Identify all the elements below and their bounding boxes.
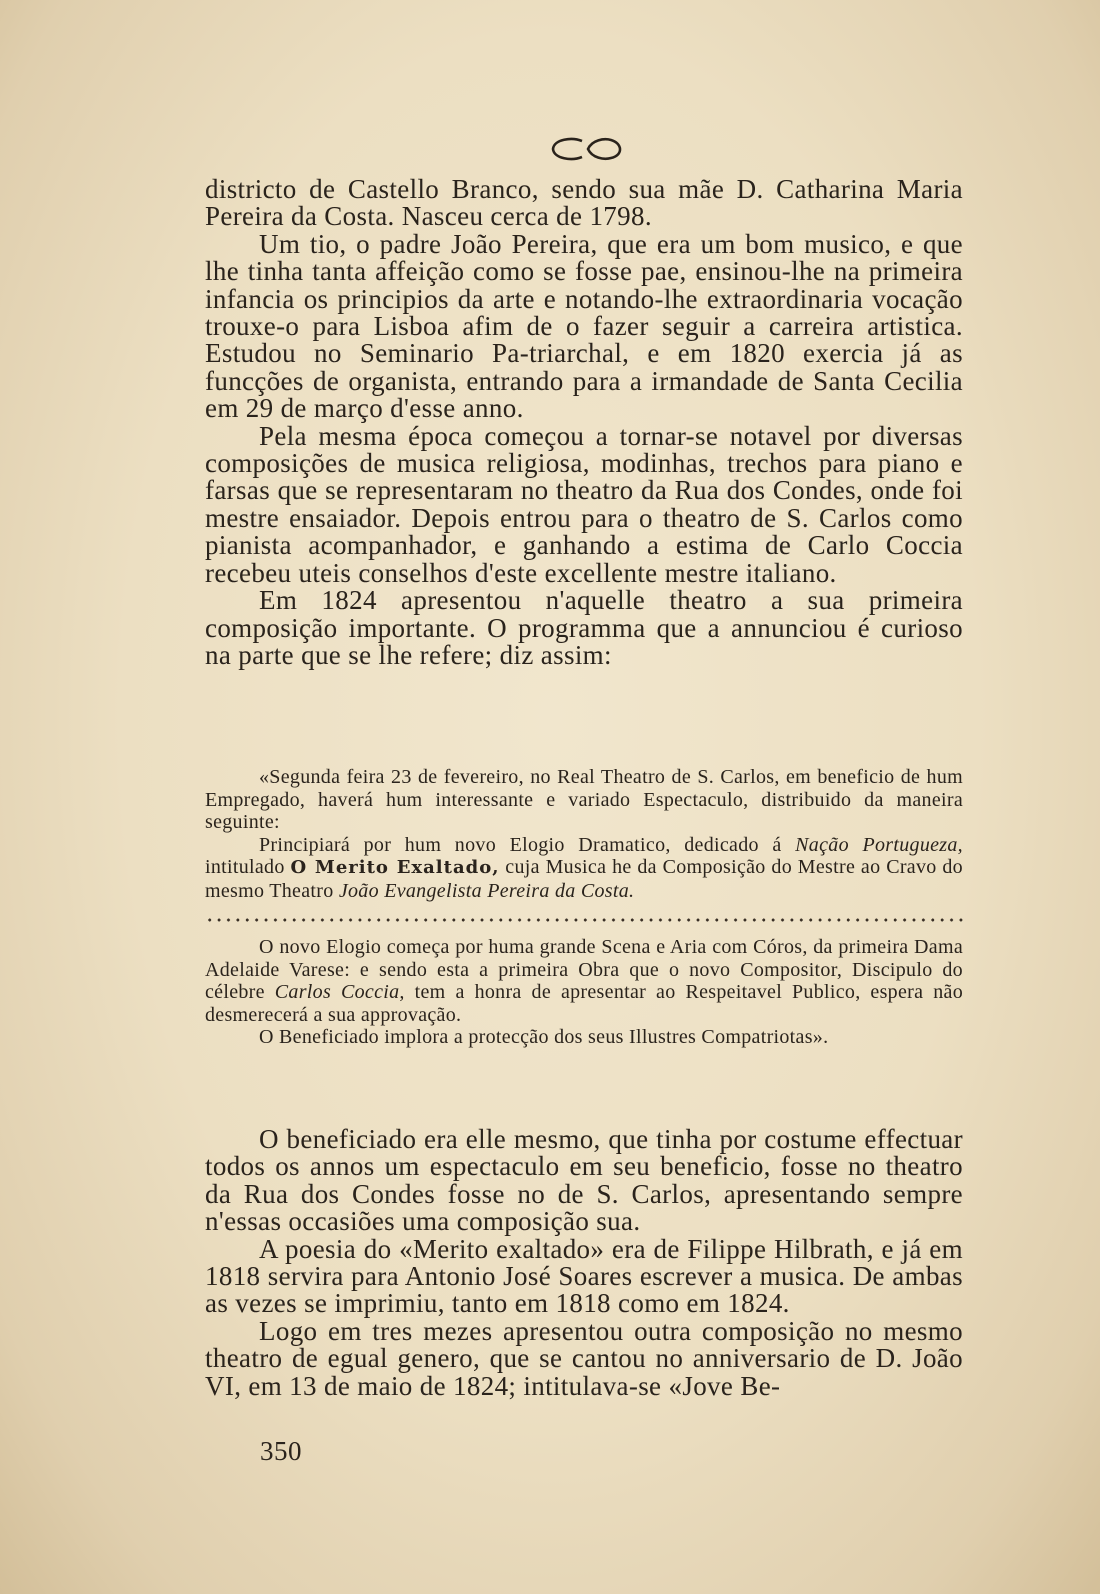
paragraph: Em 1824 apresentou n'aquelle theatro a sua primeira composição importante. O programma que a annunciou é curioso na parte que se lhe refere; diz assim: xyxy=(205,585,963,670)
quote-text: cuja Musica he da Composição do Mestre ao Cravo do mesmo Theatro xyxy=(205,856,963,902)
quoted-programme xyxy=(205,766,963,903)
quote-text: O novo Elogio começa por huma grande Scena e Aria com Córos, da primeira Dama Adelaide Varese: e sendo esta a primeira Obra que o novo Compositor, Discipulo do célebre xyxy=(205,936,963,1004)
quote-text: tem a honra de apresentar ao Respeitavel Publico, espera não desmerecerá a sua approvação. xyxy=(205,981,963,1026)
paragraph: districto de Castello Branco, sendo sua mãe D. Catharina Maria Pereira da Costa. Nasceu cerca de 1798. xyxy=(205,174,963,232)
quote-text: intitulado xyxy=(205,856,291,879)
quote-italic: João Evangelista Pereira da Costa. xyxy=(338,879,635,902)
quote-italic: Carlos Coccia, xyxy=(274,981,405,1004)
quote-paragraph: O Beneficiado implora a protecção dos seus Illustres Compatriotas». xyxy=(259,1026,829,1049)
paragraph: Pela mesma época começou a tornar-se notavel por diversas composições de musica religiosa, modinhas, trechos para piano e farsas que se representaram no theatro da Rua dos Condes, onde foi mestre ensaiador. Depois entrou para o theatro de S. Carlos como pianista acompanhador, e ganhando a estima de Carlo Coccia recebeu uteis conselhos d'este excellente mestre italiano. xyxy=(205,420,963,588)
quoted-programme-continued xyxy=(205,936,963,1049)
paragraph: Um tio, o padre João Pereira, que era um bom musico, e que lhe tinha tanta affeição como se fosse pae, ensinou-lhe na primeira infancia os principios da arte e notando-lhe extraordinaria vocação trouxe-o para Lisboa afim de o fazer seguir a carreira artistica. Estudou no Seminario Pa-triarchal, e em 1820 exercia já as funcções de organista, entrando para a irmandade de Santa Cecilia em 29 de março d'esse anno. xyxy=(205,228,963,424)
main-text-bottom xyxy=(205,1126,963,1400)
quote-paragraph xyxy=(205,936,963,1026)
quote-paragraph xyxy=(205,834,963,903)
work-title: O Merito Exaltado, xyxy=(290,857,500,879)
paragraph: O beneficiado era elle mesmo, que tinha por costume effectuar todos os annos um espectaculo em seu beneficio, fosse no theatro da Rua dos Condes fosse no de S. Carlos, apresentando sempre n'essas occasiões uma composição sua. xyxy=(205,1124,963,1237)
quote-paragraph: «Segunda feira 23 de fevereiro, no Real Theatro de S. Carlos, em beneficio de hum Empregado, haverá hum interessante e variado Espectaculo, distribuido da maneira seguinte: xyxy=(205,766,963,834)
page-number: 350 xyxy=(260,1436,302,1466)
quote-text: Principiará por hum novo Elogio Dramatico, dedicado á xyxy=(259,833,796,856)
decorative-ornament-icon xyxy=(548,136,628,162)
main-text-top xyxy=(205,176,963,669)
dotted-separator xyxy=(205,915,963,925)
paragraph: Logo em tres mezes apresentou outra composição no mesmo theatro de egual genero, que se cantou no anniversario de D. João VI, em 13 de maio de 1824; intitulava-se «Jove Be- xyxy=(205,1315,963,1401)
paragraph: A poesia do «Merito exaltado» era de Filippe Hilbrath, e já em 1818 servira para Antonio José Soares escrever a musica. De ambas as vezes se imprimiu, tanto em 1818 como em 1824. xyxy=(205,1233,963,1319)
quote-italic: Nação Portugueza, xyxy=(795,833,963,856)
